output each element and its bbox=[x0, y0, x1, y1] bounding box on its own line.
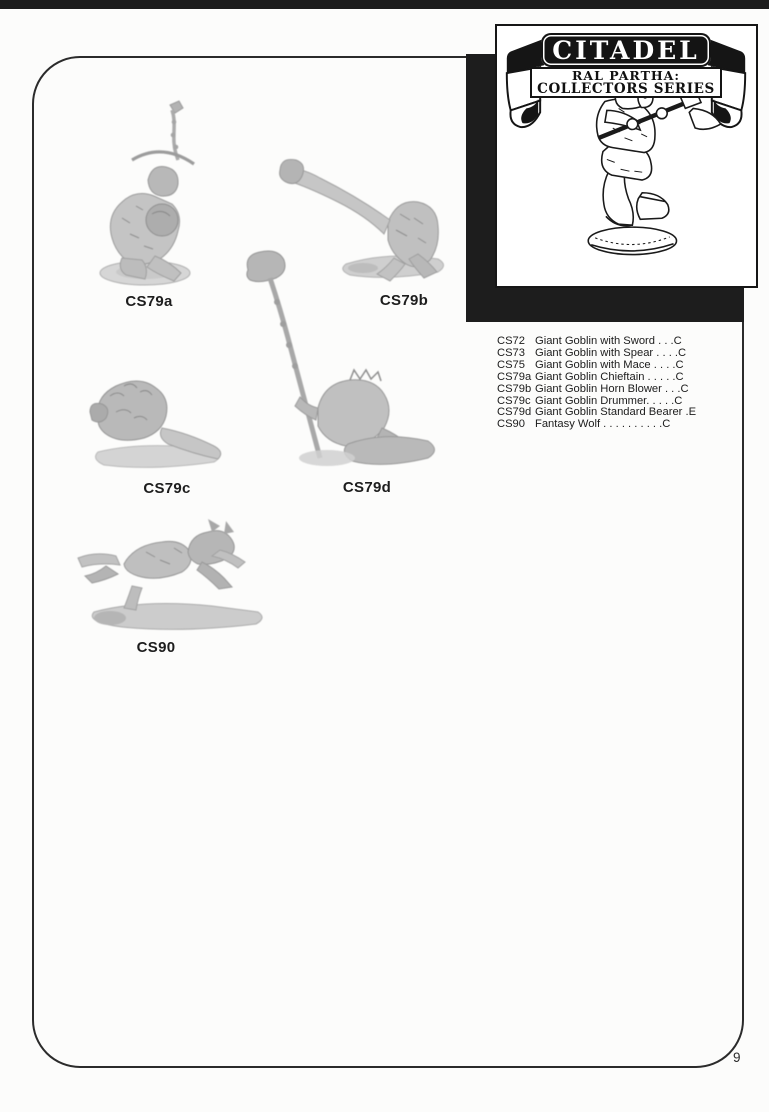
citadel-brand-text: CITADEL bbox=[552, 35, 700, 65]
figure-label-cs90: CS90 bbox=[136, 639, 176, 656]
subtitle-line-2: COLLECTORS SERIES bbox=[537, 81, 715, 97]
miniature-photo-cs79c bbox=[82, 372, 232, 476]
product-grade: C bbox=[680, 382, 689, 395]
citadel-logo-box bbox=[495, 24, 758, 288]
product-name: Giant Goblin with Spear bbox=[535, 346, 654, 359]
miniature-photo-cs79d bbox=[232, 248, 447, 473]
product-leader-dots: . . . . bbox=[653, 346, 679, 359]
product-grade: E bbox=[688, 406, 697, 419]
product-grade: C bbox=[675, 358, 684, 371]
scan-top-edge-bar bbox=[0, 0, 769, 9]
citadel-brand-plaque bbox=[541, 33, 711, 67]
subtitle-line-1: RAL PARTHA: bbox=[571, 68, 680, 83]
figure-label-cs79c: CS79c bbox=[143, 480, 191, 497]
product-grade: C bbox=[675, 370, 684, 383]
miniature-photo-cs79a bbox=[92, 98, 198, 290]
product-code: CS79a bbox=[497, 370, 532, 383]
figure-label-cs79b: CS79b bbox=[379, 292, 429, 309]
product-name: Giant Goblin Standard Bearer bbox=[535, 406, 683, 419]
product-leader-dots: . . . . . bbox=[644, 370, 676, 383]
product-code: CS79b bbox=[497, 382, 532, 395]
product-grade: C bbox=[674, 394, 683, 407]
figure-label-cs79d: CS79d bbox=[342, 479, 392, 496]
product-name: Giant Goblin Chieftain bbox=[535, 370, 645, 383]
product-code: CS73 bbox=[497, 346, 525, 359]
product-code: CS75 bbox=[497, 358, 525, 371]
product-list bbox=[497, 336, 727, 431]
product-leader-dots: . . . . . bbox=[646, 394, 675, 407]
figure-label-cs79a: CS79a bbox=[125, 293, 173, 310]
product-code: CS79d bbox=[497, 406, 532, 419]
product-name: Fantasy Wolf bbox=[535, 418, 601, 431]
product-name: Giant Goblin with Sword bbox=[535, 335, 656, 347]
page-number: 9 bbox=[733, 1050, 741, 1065]
subtitle-plaque bbox=[530, 67, 722, 98]
product-grade: C bbox=[662, 418, 671, 431]
product-grade: C bbox=[678, 346, 687, 359]
product-code: CS90 bbox=[497, 418, 525, 431]
product-leader-dots: . . . . . . . . . . bbox=[600, 418, 663, 431]
product-leader-dots: . . . bbox=[655, 335, 674, 347]
product-leader-dots: . . . . bbox=[650, 358, 676, 371]
miniature-photo-cs90 bbox=[62, 512, 268, 638]
product-code: CS72 bbox=[497, 335, 525, 347]
product-code: CS79c bbox=[497, 394, 531, 407]
product-row bbox=[497, 419, 727, 431]
product-name: Giant Goblin Horn Blower bbox=[535, 382, 662, 395]
product-leader-dots: . . . bbox=[661, 382, 681, 395]
product-name: Giant Goblin with Mace bbox=[535, 358, 651, 371]
product-leader-dots: . bbox=[682, 406, 689, 419]
product-grade: C bbox=[673, 335, 682, 347]
product-name: Giant Goblin Drummer bbox=[535, 394, 647, 407]
